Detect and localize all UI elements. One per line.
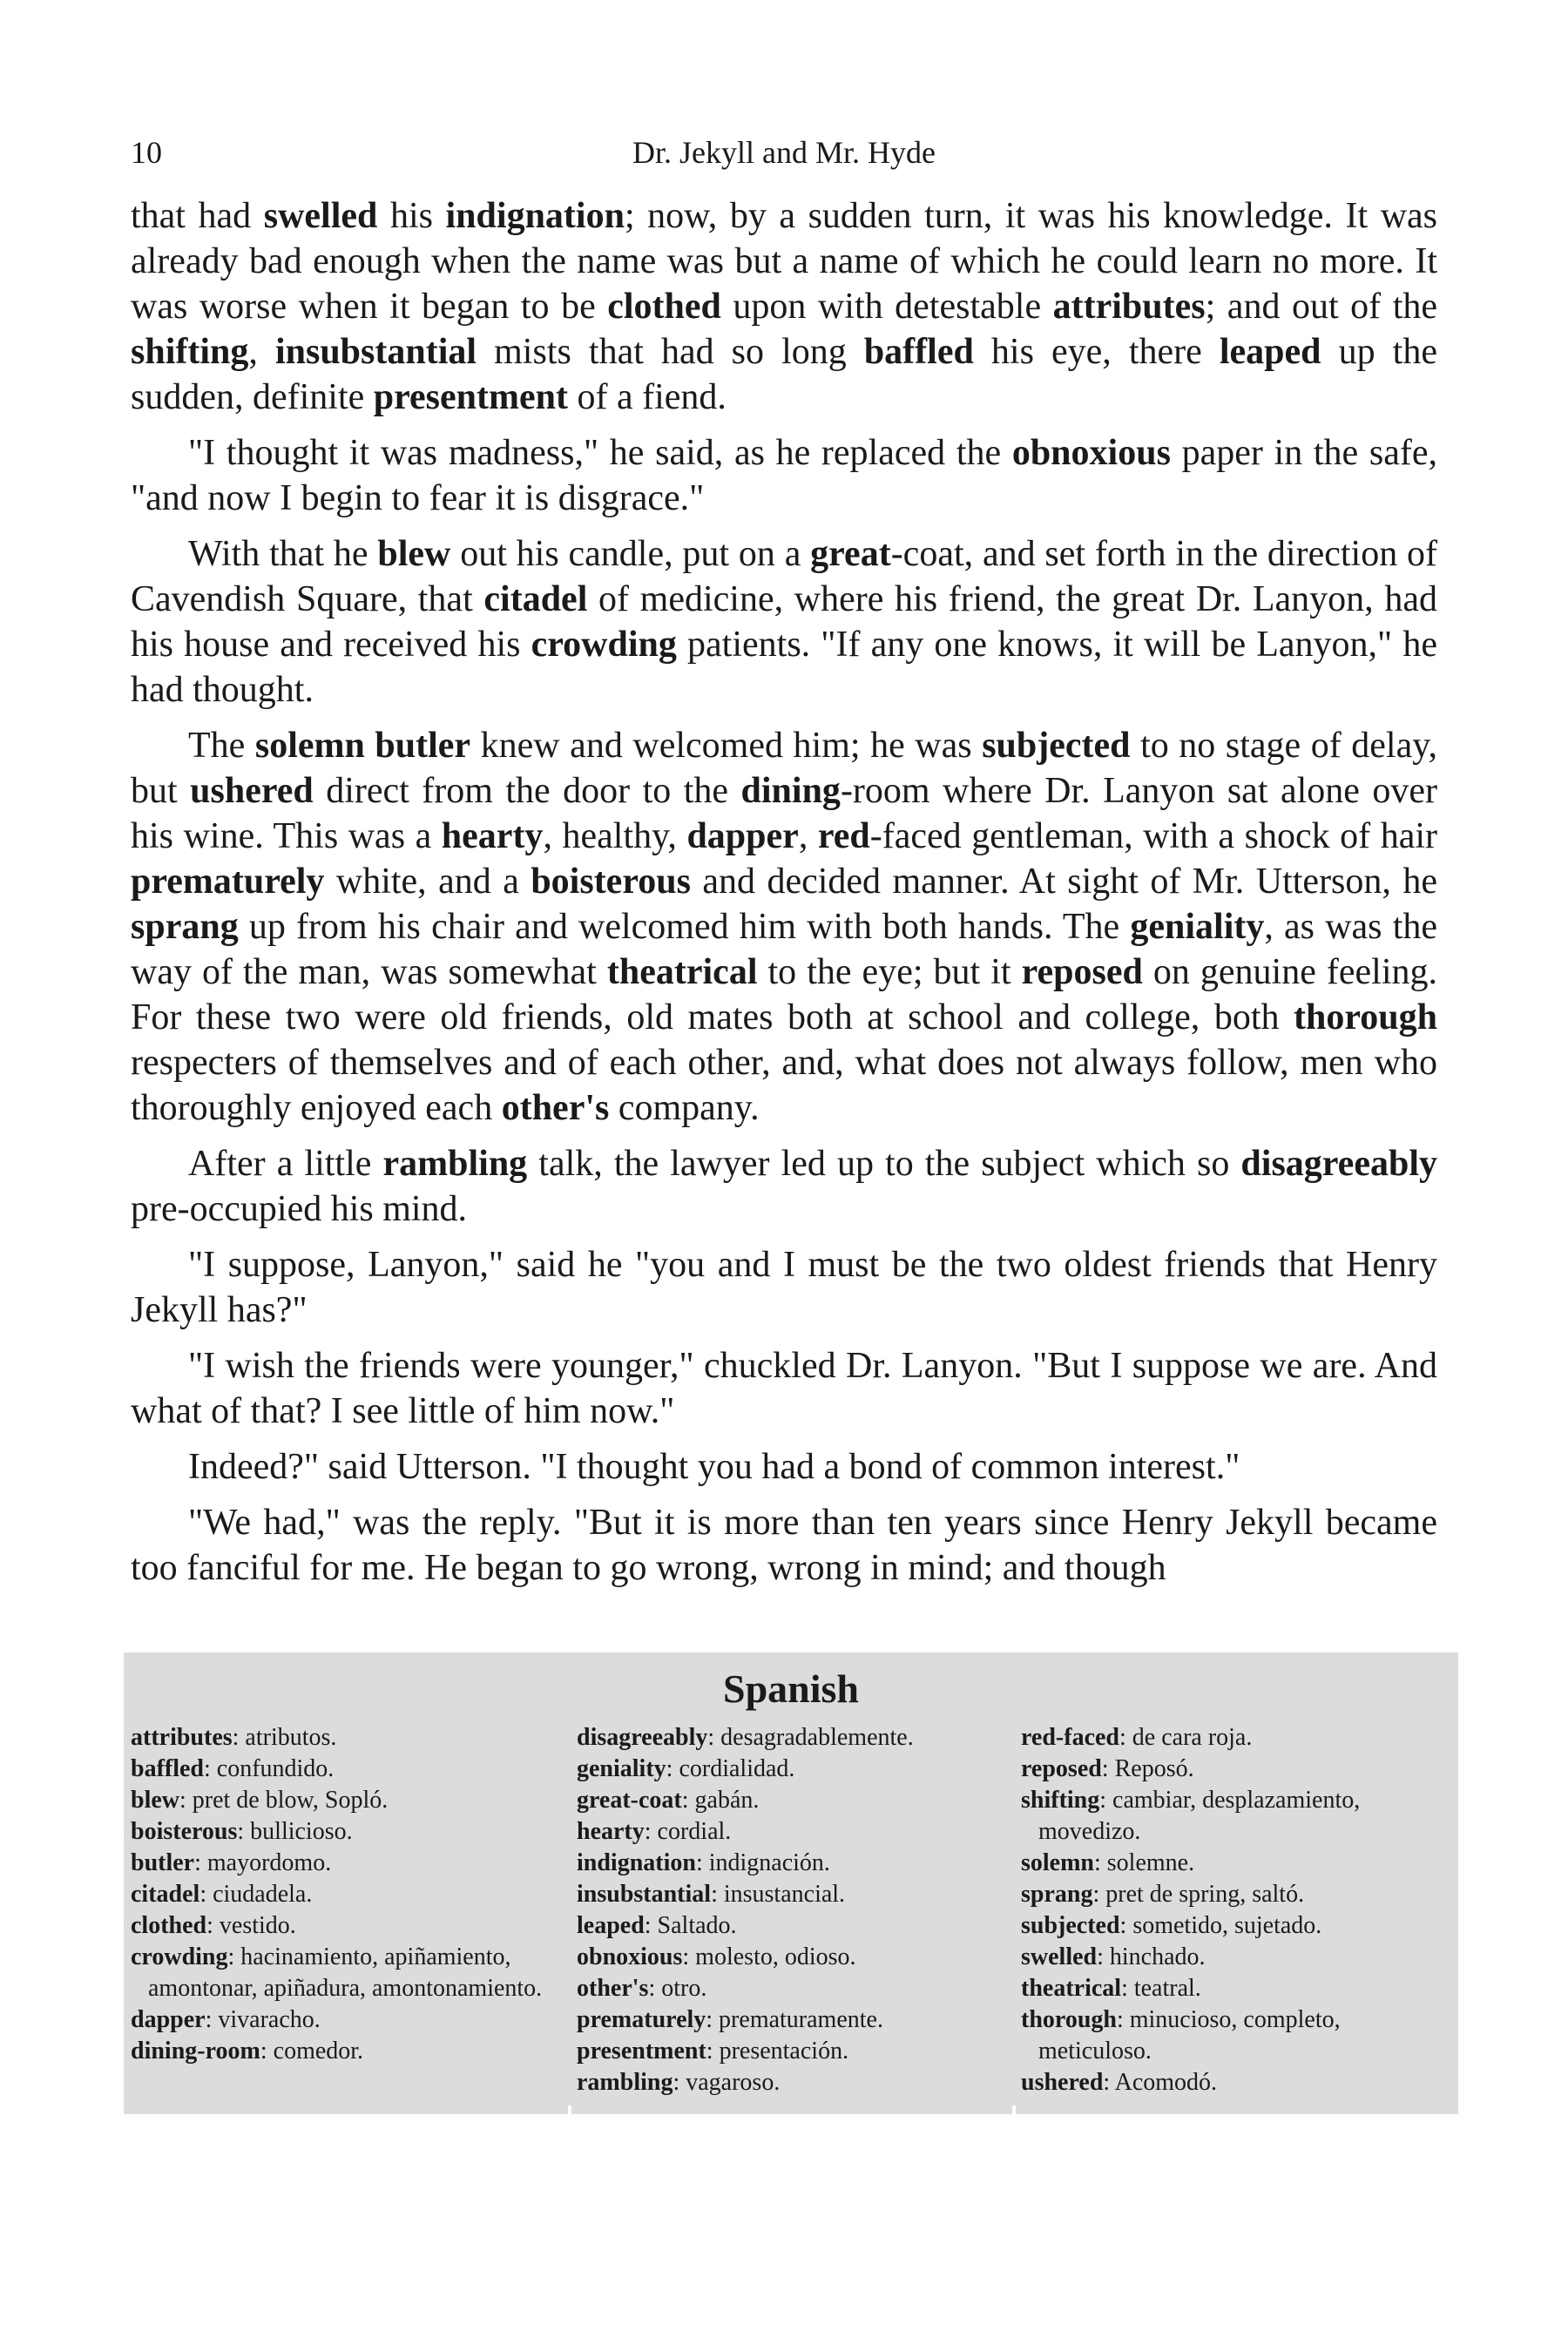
text-run: and decided manner. At sight of Mr. Utterson, he bbox=[690, 862, 1437, 902]
glossary-entry-definition: : vestido. bbox=[206, 1912, 296, 1939]
glossary-entry-term: reposed bbox=[1021, 1755, 1102, 1782]
glossary-entry bbox=[131, 1942, 566, 2004]
text-run: out his candle, put on a bbox=[450, 534, 811, 574]
glossary-entry bbox=[577, 1848, 1004, 1879]
glossary-term: attributes bbox=[1052, 287, 1206, 327]
glossary-entry-definition: : mayordomo. bbox=[194, 1849, 332, 1876]
glossary-entry bbox=[131, 1785, 566, 1816]
text-run: "I suppose, Lanyon," said he "you and I must be the two oldest friends that Henry Jekyll has?" bbox=[131, 1245, 1437, 1330]
glossary-entry bbox=[577, 1942, 1004, 1973]
glossary-entry-term: dapper bbox=[131, 2006, 206, 2033]
text-run: , healthy, bbox=[543, 816, 687, 856]
glossary-entry-term: obnoxious bbox=[577, 1943, 683, 1970]
glossary-term: dapper bbox=[686, 816, 799, 856]
text-run: , bbox=[248, 332, 275, 372]
glossary-entry-definition: : vivaracho. bbox=[205, 2006, 321, 2033]
glossary-entry-definition: : Reposó. bbox=[1101, 1755, 1194, 1782]
glossary-entry bbox=[131, 1722, 566, 1754]
glossary-entry-term: prematurely bbox=[577, 2006, 706, 2033]
glossary-entry-term: theatrical bbox=[1021, 1975, 1122, 2002]
glossary-entry bbox=[131, 2004, 566, 2036]
glossary-box bbox=[124, 1652, 1458, 2114]
text-run: , bbox=[798, 816, 818, 856]
glossary-entry-term: leaped bbox=[577, 1912, 645, 1939]
glossary-entry bbox=[1021, 1754, 1452, 1785]
text-run: his bbox=[377, 196, 446, 236]
glossary-entry bbox=[131, 2036, 566, 2067]
glossary-entry bbox=[577, 2036, 1004, 2067]
glossary-entry bbox=[577, 1754, 1004, 1785]
text-run: "I wish the friends were younger," chuckled Dr. Lanyon. "But I suppose we are. And what of that? I see little of him now." bbox=[131, 1346, 1437, 1431]
glossary-entry bbox=[131, 1879, 566, 1910]
glossary-term: hearty bbox=[441, 816, 544, 856]
text-run: company. bbox=[609, 1088, 760, 1128]
glossary-entry-term: shifting bbox=[1021, 1787, 1100, 1814]
glossary-column-2 bbox=[577, 1722, 1004, 2099]
text-run: of medicine, where his friend, the great Dr. Lanyon, had his house and received his bbox=[131, 579, 1437, 665]
text-run: paper in the safe, "and now I begin to fear it is disgrace." bbox=[131, 433, 1437, 518]
text-run: white, and a bbox=[324, 862, 531, 902]
glossary-entry-term: dining-room bbox=[131, 2038, 260, 2065]
text-run: With that he bbox=[188, 534, 378, 574]
page-header bbox=[131, 131, 1437, 174]
text-run: pre-occupied his mind. bbox=[131, 1189, 468, 1229]
glossary-entry bbox=[577, 1879, 1004, 1910]
glossary-title: Spanish bbox=[722, 1666, 859, 1711]
glossary-entry bbox=[1021, 2067, 1452, 2099]
glossary-entry-term: great-coat bbox=[577, 1787, 682, 1814]
text-run: -room where Dr. Lanyon sat alone over his wine. This was a bbox=[131, 771, 1437, 856]
text-run: mists that had so long bbox=[476, 332, 864, 372]
glossary-term: crowding bbox=[531, 625, 677, 665]
glossary-entry-term: crowding bbox=[131, 1943, 228, 1970]
paragraph bbox=[131, 723, 1437, 1131]
glossary-entry-term: red-faced bbox=[1021, 1724, 1119, 1751]
glossary-entry-definition: : Saltado. bbox=[644, 1912, 737, 1939]
glossary-entry-definition: : de cara roja. bbox=[1119, 1724, 1253, 1751]
glossary-entry-term: baffled bbox=[131, 1755, 204, 1782]
glossary-entry-definition: : pret de blow, Sopló. bbox=[179, 1787, 389, 1814]
text-run: on genuine feeling. For these two were old friends, old mates both at school and college, both bbox=[131, 952, 1437, 1037]
glossary-term: dining bbox=[740, 771, 841, 811]
glossary-column-1 bbox=[131, 1722, 566, 2067]
glossary-entry bbox=[577, 1722, 1004, 1754]
glossary-entry bbox=[1021, 1942, 1452, 1973]
glossary-entry-term: butler bbox=[131, 1849, 195, 1876]
glossary-entry-definition: : cambiar, desplazamiento, movedizo. bbox=[1038, 1787, 1361, 1845]
glossary-term: subjected bbox=[982, 726, 1131, 766]
glossary-entry-definition: : ciudadela. bbox=[199, 1881, 313, 1908]
glossary-term: red bbox=[817, 816, 870, 856]
glossary-entry bbox=[1021, 1973, 1452, 2004]
glossary-entry-definition: : hacinamiento, apiñamiento, amontonar, apiñadura, amontonamiento. bbox=[148, 1943, 543, 2002]
glossary-entry bbox=[131, 1754, 566, 1785]
glossary-term: disagreeably bbox=[1240, 1144, 1437, 1184]
paragraph bbox=[131, 193, 1437, 420]
paragraph bbox=[131, 1500, 1437, 1591]
glossary-entry-definition: : cordial. bbox=[644, 1818, 732, 1845]
text-run: of a fiend. bbox=[567, 377, 727, 417]
glossary-entry-definition: : pret de spring, saltó. bbox=[1092, 1881, 1305, 1908]
glossary-term: theatrical bbox=[606, 952, 758, 992]
text-run: knew and welcomed him; he was bbox=[470, 726, 983, 766]
glossary-term: great bbox=[810, 534, 891, 574]
glossary-entry-term: disagreeably bbox=[577, 1724, 708, 1751]
text-run: his eye, there bbox=[973, 332, 1220, 372]
glossary-entry-term: rambling bbox=[577, 2069, 673, 2096]
glossary-entry-definition: : solemne. bbox=[1094, 1849, 1195, 1876]
glossary-term: rambling bbox=[382, 1144, 528, 1184]
glossary-entry bbox=[577, 2067, 1004, 2099]
text-run: -coat, and set forth in the direction of Cavendish Square, that bbox=[131, 534, 1438, 619]
glossary-entry-definition: : bullicioso. bbox=[237, 1818, 353, 1845]
glossary-entry bbox=[577, 1816, 1004, 1848]
glossary-term: other's bbox=[501, 1088, 610, 1128]
glossary-term: citadel bbox=[483, 579, 588, 619]
glossary-term: shifting bbox=[131, 332, 249, 372]
glossary-entry bbox=[1021, 1785, 1452, 1848]
paragraph bbox=[131, 1141, 1437, 1232]
glossary-entry-definition: : cordialidad. bbox=[666, 1755, 795, 1782]
glossary-term: indignation bbox=[445, 196, 625, 236]
paragraph bbox=[131, 1242, 1437, 1333]
paragraph bbox=[131, 531, 1437, 713]
glossary-term: ushered bbox=[190, 771, 314, 811]
glossary-entry bbox=[577, 1910, 1004, 1942]
glossary-entry-definition: : desagradablemente. bbox=[707, 1724, 914, 1751]
glossary-entry-definition: : atributos. bbox=[232, 1724, 337, 1751]
glossary-entry bbox=[1021, 2004, 1452, 2067]
glossary-term: boisterous bbox=[531, 862, 691, 902]
glossary-entry-definition: : hinchado. bbox=[1097, 1943, 1206, 1970]
glossary-entry bbox=[131, 1910, 566, 1942]
page-number: 10 bbox=[131, 135, 162, 170]
text-run: respecters of themselves and of each other, and, what does not always follow, men who thoroughly enjoyed each bbox=[131, 1043, 1437, 1128]
text-run: that had bbox=[131, 196, 264, 236]
paragraph bbox=[131, 1343, 1437, 1434]
glossary-term: clothed bbox=[607, 287, 721, 327]
glossary-entry-definition: : teatral. bbox=[1121, 1975, 1201, 2002]
glossary-entry bbox=[131, 1816, 566, 1848]
glossary-entry-definition: : comedor. bbox=[260, 2038, 364, 2065]
glossary-term: reposed bbox=[1021, 952, 1143, 992]
glossary-entry-definition: : confundido. bbox=[204, 1755, 335, 1782]
glossary-entry-term: solemn bbox=[1021, 1849, 1094, 1876]
glossary-entry-definition: : sometido, sujetado. bbox=[1119, 1912, 1322, 1939]
glossary-entry-term: hearty bbox=[577, 1818, 645, 1845]
text-run: upon with detestable bbox=[720, 287, 1053, 327]
glossary-entry-definition: : insustancial. bbox=[711, 1881, 846, 1908]
running-title: Dr. Jekyll and Mr. Hyde bbox=[632, 135, 936, 170]
glossary-entry-definition: : gabán. bbox=[681, 1787, 760, 1814]
glossary-term: geniality bbox=[1130, 907, 1265, 947]
glossary-entry-term: insubstantial bbox=[577, 1881, 712, 1908]
glossary-term: solemn butler bbox=[254, 726, 471, 766]
text-run: up the sudden, definite bbox=[131, 332, 1437, 417]
glossary-entry-definition: : molesto, odioso. bbox=[682, 1943, 856, 1970]
glossary-entry bbox=[577, 2004, 1004, 2036]
glossary-entry-term: boisterous bbox=[131, 1818, 238, 1845]
text-run: "I thought it was madness," he said, as he replaced the bbox=[188, 433, 1012, 473]
glossary-entry-term: indignation bbox=[577, 1849, 696, 1876]
glossary-entry bbox=[1021, 1879, 1452, 1910]
text-run: The bbox=[188, 726, 255, 766]
glossary-entry-term: clothed bbox=[131, 1912, 207, 1939]
glossary-entry bbox=[577, 1785, 1004, 1816]
glossary-entry-term: attributes bbox=[131, 1724, 233, 1751]
glossary-entry bbox=[1021, 1848, 1452, 1879]
body-text bbox=[131, 193, 1437, 1601]
glossary-entry bbox=[1021, 1722, 1452, 1754]
column-divider bbox=[568, 2105, 571, 2114]
text-run: up from his chair and welcomed him with both hands. The bbox=[238, 907, 1131, 947]
glossary-term: sprang bbox=[131, 907, 239, 947]
glossary-entry bbox=[131, 1848, 566, 1879]
glossary-entry-term: ushered bbox=[1021, 2069, 1104, 2096]
glossary-entry-term: citadel bbox=[131, 1881, 200, 1908]
text-run: talk, the lawyer led up to the subject which so bbox=[527, 1144, 1241, 1184]
glossary-column-3 bbox=[1021, 1722, 1452, 2099]
text-run: "We had," was the reply. "But it is more than ten years since Henry Jekyll became too fanciful for me. He began to go wrong, wrong in mind; and though bbox=[131, 1503, 1437, 1588]
glossary-term: swelled bbox=[263, 196, 378, 236]
glossary-entry-definition: : otro. bbox=[648, 1975, 707, 2002]
glossary-term: thorough bbox=[1294, 997, 1437, 1037]
glossary-term: leaped bbox=[1219, 332, 1321, 372]
glossary-entry-definition: : indignación. bbox=[695, 1849, 830, 1876]
glossary-entry-term: other's bbox=[577, 1975, 649, 2002]
text-run: direct from the door to the bbox=[313, 771, 741, 811]
glossary-entry-definition: : minucioso, completo, meticuloso. bbox=[1038, 2006, 1341, 2065]
paragraph bbox=[131, 430, 1437, 521]
text-run: patients. "If any one knows, it will be Lanyon," he had thought. bbox=[131, 625, 1437, 710]
glossary-entry-term: swelled bbox=[1021, 1943, 1098, 1970]
text-run: ; now, by a sudden turn, it was his knowledge. It was already bad enough when the name was but a name of which he could learn no more. It was worse when it began to be bbox=[131, 196, 1438, 327]
text-run: to no stage of delay, but bbox=[131, 726, 1437, 811]
glossary-entry-definition: : prematuramente. bbox=[706, 2006, 883, 2033]
glossary-entry-term: presentment bbox=[577, 2038, 706, 2065]
text-run: -faced gentleman, with a shock of hair bbox=[869, 816, 1437, 856]
glossary-term: obnoxious bbox=[1011, 433, 1171, 473]
glossary-entry-term: sprang bbox=[1021, 1881, 1093, 1908]
glossary-term: insubstantial bbox=[274, 332, 477, 372]
text-run: to the eye; but it bbox=[757, 952, 1022, 992]
glossary-entry-definition: : presentación. bbox=[706, 2038, 849, 2065]
glossary-entry bbox=[1021, 1910, 1452, 1942]
glossary-term: blew bbox=[377, 534, 451, 574]
column-divider bbox=[1012, 2105, 1016, 2114]
glossary-entry-term: geniality bbox=[577, 1755, 666, 1782]
text-run: , as was the way of the man, was somewhat bbox=[131, 907, 1438, 992]
glossary-entry-definition: : Acomodó. bbox=[1103, 2069, 1218, 2096]
glossary-entry-term: subjected bbox=[1021, 1912, 1120, 1939]
glossary-term: baffled bbox=[863, 332, 974, 372]
text-run: Indeed?" said Utterson. "I thought you had a bond of common interest." bbox=[188, 1447, 1240, 1487]
glossary-entry-term: thorough bbox=[1021, 2006, 1117, 2033]
glossary-entry bbox=[577, 1973, 1004, 2004]
glossary-term: prematurely bbox=[131, 862, 325, 902]
glossary-term: presentment bbox=[373, 377, 568, 417]
text-run: ; and out of the bbox=[1205, 287, 1438, 327]
paragraph bbox=[131, 1444, 1437, 1490]
glossary-entry-term: blew bbox=[131, 1787, 179, 1814]
text-run: After a little bbox=[188, 1144, 383, 1184]
glossary-entry-definition: : vagaroso. bbox=[672, 2069, 781, 2096]
